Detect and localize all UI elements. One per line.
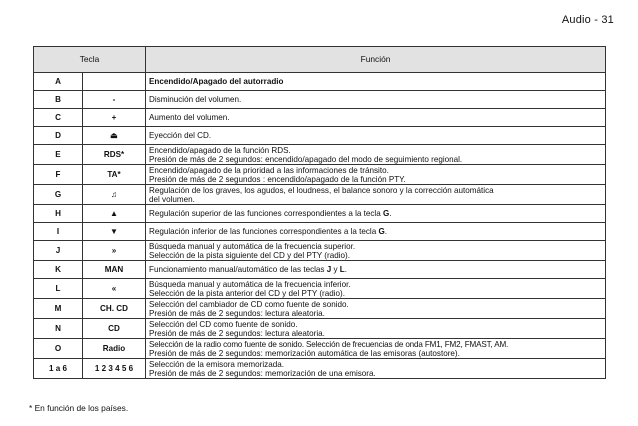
key-symbol: TA* — [83, 165, 146, 185]
key-symbol: Radio — [83, 339, 146, 359]
function-description — [146, 279, 606, 299]
key-reference: G — [382, 209, 390, 218]
arrow-up-icon: ▲ — [83, 205, 146, 223]
function-description — [146, 339, 606, 359]
table-row — [34, 261, 606, 279]
key-label: H — [34, 205, 83, 223]
function-description — [146, 223, 606, 241]
description-text: Funcionamiento manual/automático de las teclas — [149, 265, 327, 274]
seek-forward-icon: » — [83, 241, 146, 261]
function-description — [146, 145, 606, 165]
page-header: Audio - 31 — [561, 14, 614, 26]
key-label: B — [34, 91, 83, 109]
key-reference: G — [378, 227, 385, 236]
function-description — [146, 165, 606, 185]
column-header-key: Tecla — [34, 47, 146, 73]
key-label: M — [34, 299, 83, 319]
description-line: Búsqueda manual y automática de la frecuencia inferior. — [149, 279, 351, 289]
footnote: * En función de los países. — [29, 403, 129, 413]
function-description: Encendido/Apagado del autorradio — [146, 73, 606, 91]
table-row — [34, 241, 606, 261]
key-symbol: MAN — [83, 261, 146, 279]
description-text: y — [331, 265, 340, 274]
table-header-row — [34, 47, 606, 73]
key-label: K — [34, 261, 83, 279]
description-line: Selección del CD como fuente de sonido. — [149, 319, 298, 329]
key-label: I — [34, 223, 83, 241]
function-description: Disminución del volumen. — [146, 91, 606, 109]
table-row — [34, 279, 606, 299]
description-line: Presión de más de 2 segundos : encendido/apagado de la función PTY. — [149, 174, 406, 184]
table-row — [34, 127, 606, 145]
eject-icon: ⏏ — [83, 127, 146, 145]
description-line: Presión de más de 2 segundos: lectura aleatoria. — [149, 308, 325, 318]
description-line: Presión de más de 2 segundos: memorización automática de las emisoras (autostore). — [149, 348, 460, 358]
key-symbol: 1 2 3 4 5 6 — [83, 359, 146, 379]
key-label: O — [34, 339, 83, 359]
key-label: D — [34, 127, 83, 145]
key-reference: L — [339, 265, 345, 274]
table-row — [34, 73, 606, 91]
key-symbol: CH. CD — [83, 299, 146, 319]
function-description: Aumento del volumen. — [146, 109, 606, 127]
table-row — [34, 319, 606, 339]
key-reference: J — [326, 265, 332, 274]
function-description — [146, 205, 606, 223]
key-symbol: - — [83, 91, 146, 109]
description-line: Selección de la radio como fuente de sonido. Selección de frecuencias de onda FM1, FM2, FMAST, AM. — [149, 339, 509, 349]
table-row — [34, 91, 606, 109]
key-label: A — [34, 73, 83, 91]
function-description — [146, 261, 606, 279]
key-symbol: RDS* — [83, 145, 146, 165]
description-text: Regulación superior de las funciones correspondientes a la tecla — [149, 209, 383, 218]
description-text: . — [389, 209, 392, 218]
function-description — [146, 299, 606, 319]
description-line: Búsqueda manual y automática de la frecuencia superior. — [149, 241, 356, 251]
seek-backward-icon: « — [83, 279, 146, 299]
key-symbol: + — [83, 109, 146, 127]
table-row — [34, 339, 606, 359]
function-description — [146, 185, 606, 205]
key-label: F — [34, 165, 83, 185]
table-row — [34, 205, 606, 223]
description-line: Presión de más de 2 segundos: memorización de una emisora. — [149, 368, 376, 378]
arrow-down-icon: ▼ — [83, 223, 146, 241]
key-label: E — [34, 145, 83, 165]
function-description — [146, 359, 606, 379]
description-text: . — [384, 227, 388, 236]
function-description — [146, 241, 606, 261]
table-row — [34, 299, 606, 319]
description-line: Encendido/apagado de la prioridad a las informaciones de tránsito. — [149, 165, 389, 175]
description-line: Selección de la pista anterior del CD y del PTY (radio). — [149, 288, 345, 298]
function-description — [146, 319, 606, 339]
column-header-function: Función — [146, 47, 606, 73]
audio-keys-table — [33, 46, 606, 379]
key-label: L — [34, 279, 83, 299]
table-row — [34, 109, 606, 127]
description-line: del volumen. — [149, 194, 195, 204]
table-row — [34, 359, 606, 379]
description-line: Presión de más de 2 segundos: encendido/apagado del modo de seguimiento regional. — [149, 154, 463, 164]
music-note-icon: ♫ — [83, 185, 146, 205]
description-line: Regulación de los graves, los agudos, el loudness, el balance sonoro y la corrección automática — [149, 185, 494, 195]
table-row — [34, 165, 606, 185]
key-label: G — [34, 185, 83, 205]
key-label: C — [34, 109, 83, 127]
table-row — [34, 145, 606, 165]
description-text: . — [344, 265, 347, 274]
table-row — [34, 185, 606, 205]
description-line: Encendido/apagado de la función RDS. — [149, 145, 291, 155]
description-line: Selección de la emisora memorizada. — [149, 359, 284, 369]
key-label: J — [34, 241, 83, 261]
function-description: Eyección del CD. — [146, 127, 606, 145]
description-line: Selección del cambiador de CD como fuente de sonido. — [149, 299, 349, 309]
key-symbol: CD — [83, 319, 146, 339]
key-label: 1 a 6 — [34, 359, 83, 379]
key-symbol — [83, 73, 146, 91]
description-text: Regulación inferior de las funciones correspondientes a la tecla — [149, 227, 379, 236]
description-line: Presión de más de 2 segundos: lectura aleatoria. — [149, 328, 325, 338]
key-label: N — [34, 319, 83, 339]
description-line: Selección de la pista siguiente del CD y del PTY (radio). — [149, 250, 350, 260]
table-row — [34, 223, 606, 241]
